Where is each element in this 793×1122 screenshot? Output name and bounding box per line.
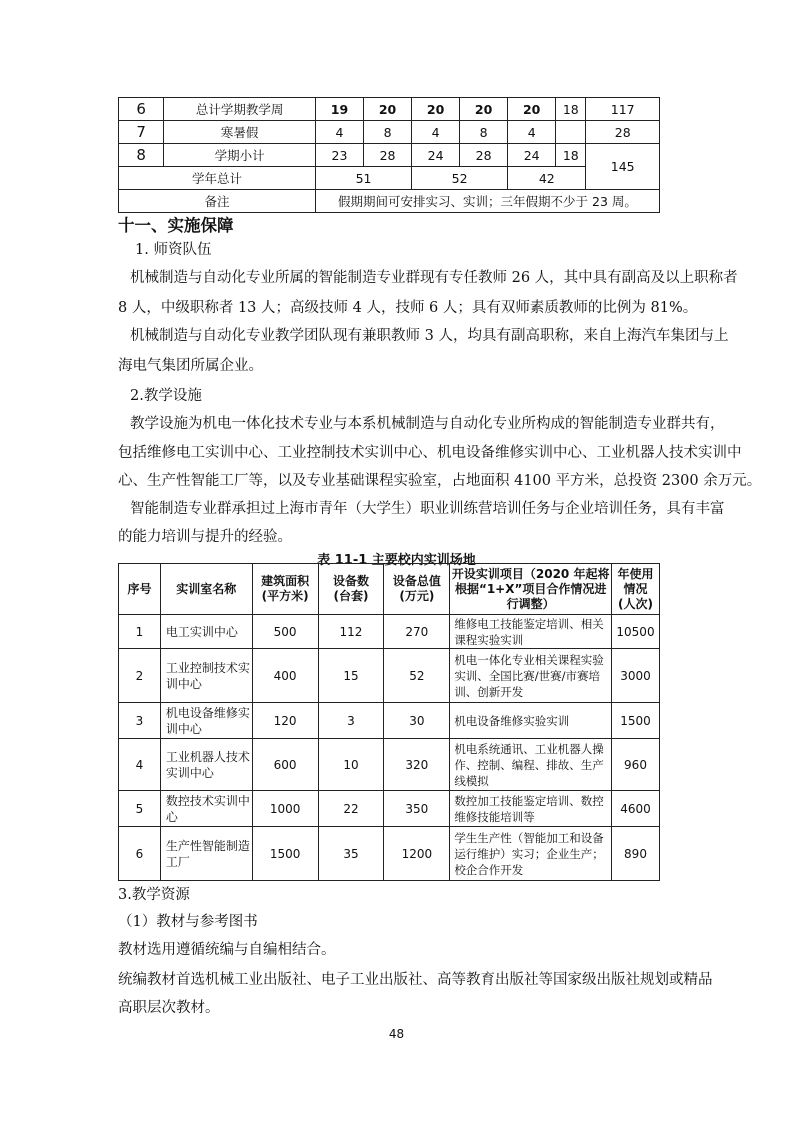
- cell: 24: [412, 144, 460, 167]
- header-line: (万元): [399, 589, 435, 603]
- cell-value: 270: [384, 615, 450, 649]
- note-label: 备注: [119, 190, 316, 213]
- header-line: 情况: [623, 581, 648, 596]
- grand-total: 145: [586, 144, 660, 190]
- table-row: [119, 827, 660, 881]
- cell-projects: 维修电工技能鉴定培训、相关课程实验实训: [450, 615, 612, 649]
- year-total: 52: [412, 167, 508, 190]
- cell-use: 1500: [612, 703, 660, 739]
- paragraph-line: 机械制造与自动化专业所属的智能制造专业群现有专任教师 26 人，其中具有副高及以上职称者: [130, 270, 738, 286]
- cell-equip: 3: [318, 703, 384, 739]
- cell: 28: [364, 144, 412, 167]
- paragraph-line: 教材选用遵循统编与自编相结合。: [118, 942, 336, 958]
- year-total-label: 学年总计: [119, 167, 316, 190]
- paragraph-line: 智能制造专业群承担过上海市青年（大学生）职业训练营培训任务与企业培训任务，具有丰富: [130, 501, 725, 517]
- cell-equip: 15: [318, 649, 384, 703]
- header-equip: [318, 564, 384, 615]
- cell-value: 320: [384, 739, 450, 791]
- cell: 20: [364, 98, 412, 121]
- table-row: [119, 167, 660, 190]
- table-row: [119, 190, 660, 213]
- cell: 20: [412, 98, 460, 121]
- subsection-title: 3.教学资源: [118, 887, 190, 903]
- table-row: [119, 739, 660, 791]
- cell-area: 120: [252, 703, 318, 739]
- row-label: 总计学期教学周: [164, 98, 316, 121]
- cell: 19: [315, 98, 363, 121]
- row-total: 28: [586, 121, 660, 144]
- header-line: 开设实训项目（2020 年起将: [451, 566, 610, 581]
- table-row: [119, 791, 660, 827]
- cell: 28: [460, 144, 508, 167]
- cell: 4: [412, 121, 460, 144]
- cell-no: 6: [119, 827, 161, 881]
- cell-value: 30: [384, 703, 450, 739]
- header-line: (人次): [618, 596, 653, 611]
- paragraph-line: 统编教材首选机械工业出版社、电子工业出版社、高等教育出版社等国家级出版社规划或精品: [118, 972, 713, 988]
- semester-schedule-table: [118, 97, 660, 213]
- table-row: [119, 98, 660, 121]
- cell-projects: 学生生产性（智能加工和设备运行维护）实习；企业生产；校企合作开发: [450, 827, 612, 881]
- paragraph-line: 海电气集团所属企业。: [118, 358, 263, 374]
- header-line: 行调整）: [506, 596, 555, 611]
- cell: 18: [556, 98, 586, 121]
- cell: 24: [508, 144, 556, 167]
- table-caption: 表 11-1 主要校内实训场地: [317, 553, 476, 568]
- cell-use: 890: [612, 827, 660, 881]
- row-label: 寒暑假: [164, 121, 316, 144]
- cell-equip: 22: [318, 791, 384, 827]
- row-index: 8: [119, 144, 164, 167]
- table-row: [119, 121, 660, 144]
- cell-projects: 机电一体化专业相关课程实验实训、全国比赛/世赛/市赛培训、创新开发: [450, 649, 612, 703]
- subsection-subtitle: （1）教材与参考图书: [118, 914, 258, 930]
- cell-area: 1000: [252, 791, 318, 827]
- cell: 4: [315, 121, 363, 144]
- header-line: 年使用: [617, 566, 654, 581]
- row-index: 6: [119, 98, 164, 121]
- header-use: [612, 564, 660, 615]
- cell-no: 5: [119, 791, 161, 827]
- header-line: 建筑面积: [261, 574, 310, 588]
- cell-name: 数控技术实训中心: [160, 791, 252, 827]
- header-no: 序号: [119, 564, 161, 615]
- paragraph-line: 机械制造与自动化专业教学团队现有兼职教师 3 人，均具有副高职称，来自上海汽车集团与上: [130, 328, 729, 344]
- paragraph-line: 教学设施为机电一体化技术专业与本系机械制造与自动化专业所构成的智能制造专业群共有，: [130, 416, 725, 432]
- cell-equip: 112: [318, 615, 384, 649]
- header-projects: [450, 564, 612, 615]
- cell-area: 1500: [252, 827, 318, 881]
- cell: 18: [556, 144, 586, 167]
- cell-equip: 10: [318, 739, 384, 791]
- header-line: 设备总值: [392, 574, 441, 588]
- paragraph-line: 心、生产性智能工厂等，以及专业基础课程实验室，占地面积 4100 平方米，总投资 2300 余万元。: [118, 473, 762, 489]
- year-total: 51: [315, 167, 411, 190]
- cell-area: 500: [252, 615, 318, 649]
- cell-projects: 数控加工技能鉴定培训、数控维修技能培训等: [450, 791, 612, 827]
- cell: 8: [460, 121, 508, 144]
- cell: 4: [508, 121, 556, 144]
- header-line: 设备数: [332, 574, 369, 588]
- cell-no: 2: [119, 649, 161, 703]
- cell: 20: [460, 98, 508, 121]
- cell: 20: [508, 98, 556, 121]
- table-row: [119, 703, 660, 739]
- cell-name: 电工实训中心: [160, 615, 252, 649]
- header-line: 根据“1+X”项目合作情况进: [454, 581, 607, 596]
- cell-value: 350: [384, 791, 450, 827]
- paragraph-line: 包括维修电工实训中心、工业控制技术实训中心、机电设备维修实训中心、工业机器人技术实训中: [118, 445, 742, 461]
- table-row: [119, 615, 660, 649]
- cell: [556, 121, 586, 144]
- cell-equip: 35: [318, 827, 384, 881]
- subsection-title: 2.教学设施: [130, 388, 202, 404]
- cell-name: 工业机器人技术实训中心: [160, 739, 252, 791]
- note-text: 假期期间可安排实习、实训；三年假期不少于 23 周。: [315, 190, 659, 213]
- cell-no: 3: [119, 703, 161, 739]
- paragraph-line: 8 人，中级职称者 13 人；高级技师 4 人，技师 6 人；具有双师素质教师的比例为 81%。: [118, 300, 698, 316]
- training-rooms-table: [118, 563, 660, 881]
- cell-use: 3000: [612, 649, 660, 703]
- cell-area: 400: [252, 649, 318, 703]
- header-value: [384, 564, 450, 615]
- cell-name: 机电设备维修实训中心: [160, 703, 252, 739]
- cell: 8: [364, 121, 412, 144]
- cell-no: 4: [119, 739, 161, 791]
- page-number: 48: [388, 1027, 405, 1041]
- year-total: 42: [508, 167, 586, 190]
- cell-projects: 机电系统通讯、工业机器人操作、控制、编程、排故、生产线模拟: [450, 739, 612, 791]
- cell-value: 52: [384, 649, 450, 703]
- cell-projects: 机电设备维修实验实训: [450, 703, 612, 739]
- cell-name: 工业控制技术实训中心: [160, 649, 252, 703]
- table-header-row: [119, 564, 660, 615]
- table-row: [119, 144, 660, 167]
- cell-no: 1: [119, 615, 161, 649]
- cell-use: 4600: [612, 791, 660, 827]
- cell-use: 10500: [612, 615, 660, 649]
- cell-name: 生产性智能制造工厂: [160, 827, 252, 881]
- table-row: [119, 649, 660, 703]
- cell: 23: [315, 144, 363, 167]
- row-label: 学期小计: [164, 144, 316, 167]
- cell-value: 1200: [384, 827, 450, 881]
- header-area: [252, 564, 318, 615]
- cell-area: 600: [252, 739, 318, 791]
- subsection-title: 1. 师资队伍: [135, 242, 212, 258]
- paragraph-line: 的能力培训与提升的经验。: [118, 529, 292, 545]
- header-name: 实训室名称: [160, 564, 252, 615]
- row-index: 7: [119, 121, 164, 144]
- section-title: 十一、实施保障: [118, 216, 234, 235]
- row-total: 117: [586, 98, 660, 121]
- header-line: (平方米): [261, 589, 309, 603]
- cell-use: 960: [612, 739, 660, 791]
- header-line: (台套): [333, 589, 369, 603]
- paragraph-line: 高职层次教材。: [118, 1000, 220, 1016]
